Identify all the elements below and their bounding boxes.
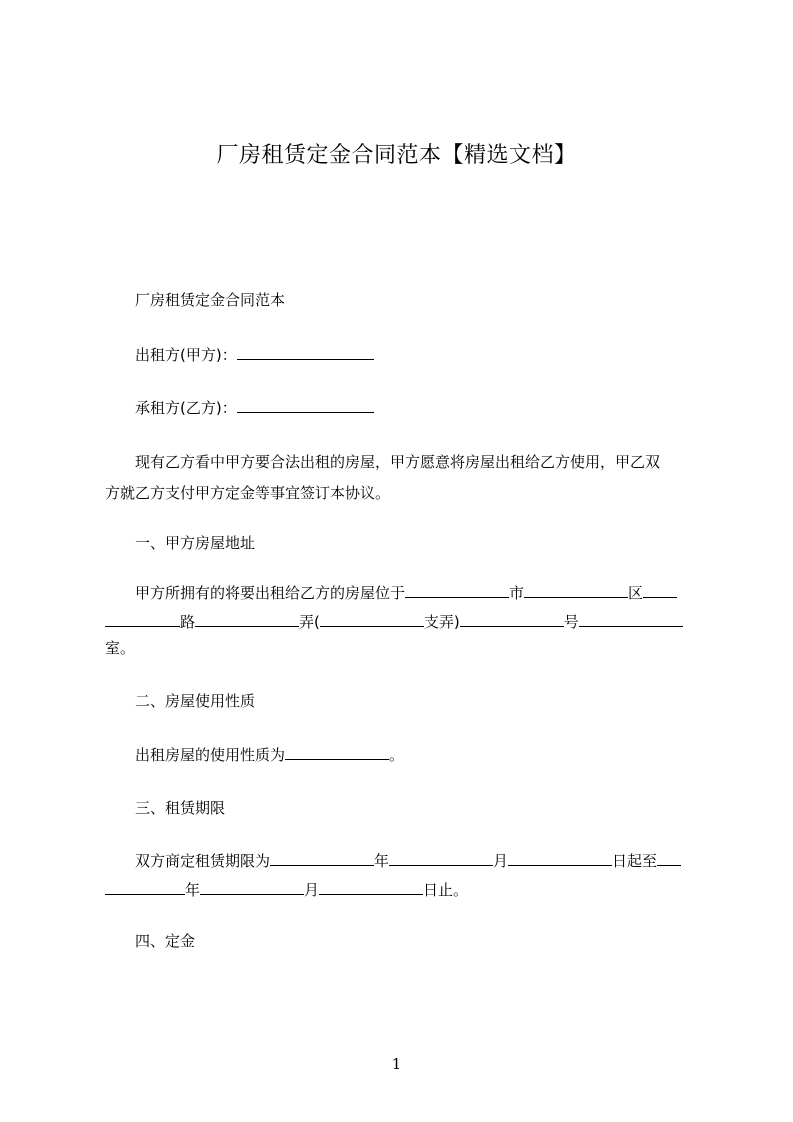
start-year-blank xyxy=(270,850,374,866)
room-blank xyxy=(579,611,683,627)
page-number: 1 xyxy=(391,1055,402,1073)
subtitle-text: 厂房租赁定金合同范本 xyxy=(135,291,286,309)
city-label: 市 xyxy=(509,584,525,602)
lessee-line xyxy=(105,393,731,424)
section1-text-a: 甲方所拥有的将要出租给乙方的房屋位于 xyxy=(135,584,406,602)
branch-label: 支弄) xyxy=(423,613,460,631)
start-month-blank xyxy=(389,850,493,866)
section3-heading-text: 三、租赁期限 xyxy=(135,799,226,817)
lane-blank xyxy=(195,611,299,627)
start-day-label: 日起至 xyxy=(612,852,658,870)
room-label: 室。 xyxy=(105,639,136,657)
lessor-label: 出租方(甲方)： xyxy=(135,346,237,364)
start-day-blank xyxy=(508,850,612,866)
road-blank-start xyxy=(643,582,677,598)
section4-heading-text: 四、定金 xyxy=(135,932,196,950)
section3-line1 xyxy=(105,846,731,877)
section1-heading xyxy=(105,528,731,559)
document-title: 厂房租赁定金合同范本【精选文档】 xyxy=(216,143,577,168)
section4-heading xyxy=(105,926,731,957)
end-month-label: 月 xyxy=(304,881,320,899)
lessor-line xyxy=(105,340,731,371)
lessor-blank xyxy=(237,344,374,360)
intro-text-1: 现有乙方看中甲方要合法出租的房屋，甲方愿意将房屋出租给乙方使用，甲乙双 xyxy=(135,453,661,471)
city-blank xyxy=(405,582,509,598)
intro-paragraph-line2 xyxy=(105,478,701,509)
lessee-label: 承租方(乙方)： xyxy=(135,399,237,417)
end-day-label: 日止。 xyxy=(423,881,469,899)
district-label: 区 xyxy=(628,584,644,602)
section2-text: 出租房屋的使用性质为 xyxy=(135,746,286,764)
section1-line1 xyxy=(105,578,731,609)
road-blank-end xyxy=(105,611,180,627)
end-month-blank xyxy=(200,879,304,895)
section1-line3 xyxy=(105,633,701,664)
intro-paragraph-line1 xyxy=(105,447,731,478)
number-label: 号 xyxy=(563,613,579,631)
section2-heading xyxy=(105,686,731,717)
lane-label: 弄( xyxy=(299,613,320,631)
section3-text: 双方商定租赁期限为 xyxy=(135,852,271,870)
section3-heading xyxy=(105,793,731,824)
lessee-blank xyxy=(237,397,374,413)
district-blank xyxy=(524,582,628,598)
section1-heading-text: 一、甲方房屋地址 xyxy=(135,534,256,552)
section2-line xyxy=(105,740,731,771)
branch-blank xyxy=(320,611,424,627)
usage-blank xyxy=(285,744,389,760)
end-day-blank xyxy=(319,879,423,895)
section2-end: 。 xyxy=(389,746,405,764)
end-year-blank-start xyxy=(657,850,681,866)
road-label: 路 xyxy=(180,613,196,631)
section3-line2 xyxy=(105,875,701,906)
section2-heading-text: 二、房屋使用性质 xyxy=(135,692,256,710)
start-year-label: 年 xyxy=(374,852,390,870)
subtitle xyxy=(105,285,731,316)
end-year-blank-end xyxy=(105,879,185,895)
number-blank xyxy=(460,611,564,627)
intro-text-2: 方就乙方支付甲方定金等事宜签订本协议。 xyxy=(105,484,391,502)
start-month-label: 月 xyxy=(493,852,509,870)
end-year-label: 年 xyxy=(185,881,201,899)
